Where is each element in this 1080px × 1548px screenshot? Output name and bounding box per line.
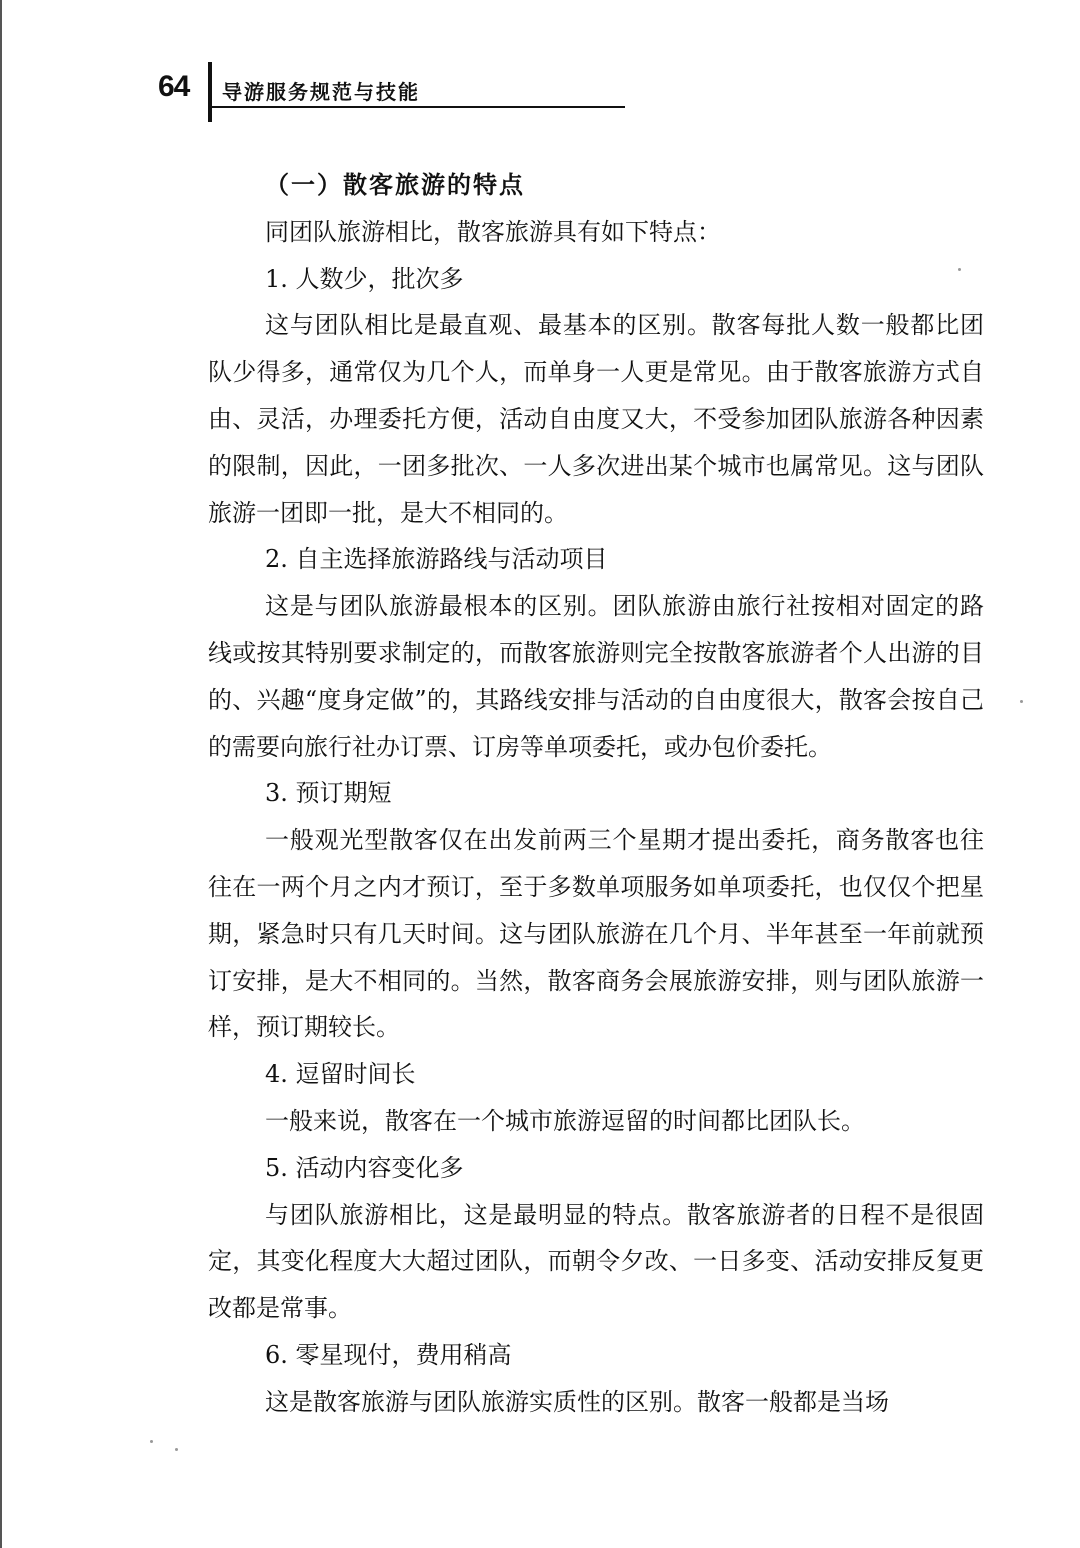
running-header xyxy=(150,62,625,122)
scan-speck xyxy=(1020,700,1023,703)
scan-speck xyxy=(958,268,961,271)
item-paragraph: 这是与团队旅游最根本的区别。团队旅游由旅行社按相对固定的路线或按其特别要求制定的，而散客旅游则完全按散客旅游者个人出游的目的、兴趣“度身定做”的，其路线安排与活动的自由度很大，散客会按自己的需要向旅行社办订票、订房等单项委托，或办包价委托。 xyxy=(208,592,984,761)
item-paragraph: 一般来说，散客在一个城市旅游逗留的时间都比团队长。 xyxy=(265,1106,865,1135)
page-body xyxy=(208,162,984,1426)
scan-speck xyxy=(175,1448,178,1451)
section-title: （一）散客旅游的特点 xyxy=(265,170,525,199)
item-heading: 6. 零星现付，费用稍高 xyxy=(265,1340,512,1369)
item-heading: 4. 逗留时间长 xyxy=(265,1060,416,1089)
book-title: 导游服务规范与技能 xyxy=(222,80,420,104)
item-paragraph: 这是散客旅游与团队旅游实质性的区别。散客一般都是当场 xyxy=(265,1387,889,1416)
header-rule xyxy=(210,106,625,108)
page-number: 64 xyxy=(158,70,190,103)
item-heading: 5. 活动内容变化多 xyxy=(265,1153,464,1182)
item-paragraph: 与团队旅游相比，这是最明显的特点。散客旅游者的日程不是很固定，其变化程度大大超过团队，而朝令夕改、一日多变、活动安排反复更改都是常事。 xyxy=(208,1200,984,1323)
item-heading: 2. 自主选择旅游路线与活动项目 xyxy=(265,545,608,574)
intro-paragraph: 同团队旅游相比，散客旅游具有如下特点： xyxy=(265,217,721,246)
scan-speck xyxy=(150,1440,153,1443)
item-paragraph: 一般观光型散客仅在出发前两三个星期才提出委托，商务散客也往往在一两个月之内才预订，至于多数单项服务如单项委托，也仅仅个把星期，紧急时只有几天时间。这与团队旅游在几个月、半年甚至一年前就预订安排，是大不相同的。当然，散客商务会展旅游安排，则与团队旅游一样，预订期较长。 xyxy=(208,826,984,1042)
item-heading: 3. 预订期短 xyxy=(265,779,392,808)
header-vertical-bar xyxy=(208,62,212,122)
item-heading: 1. 人数少，批次多 xyxy=(265,264,464,293)
item-paragraph: 这与团队相比是最直观、最基本的区别。散客每批人数一般都比团队少得多，通常仅为几个人，而单身一人更是常见。由于散客旅游方式自由、灵活，办理委托方便，活动自由度又大，不受参加团队旅游各种因素的限制，因此，一团多批次、一人多次进出某个城市也属常见。这与团队旅游一团即一批，是大不相同的。 xyxy=(208,311,984,527)
